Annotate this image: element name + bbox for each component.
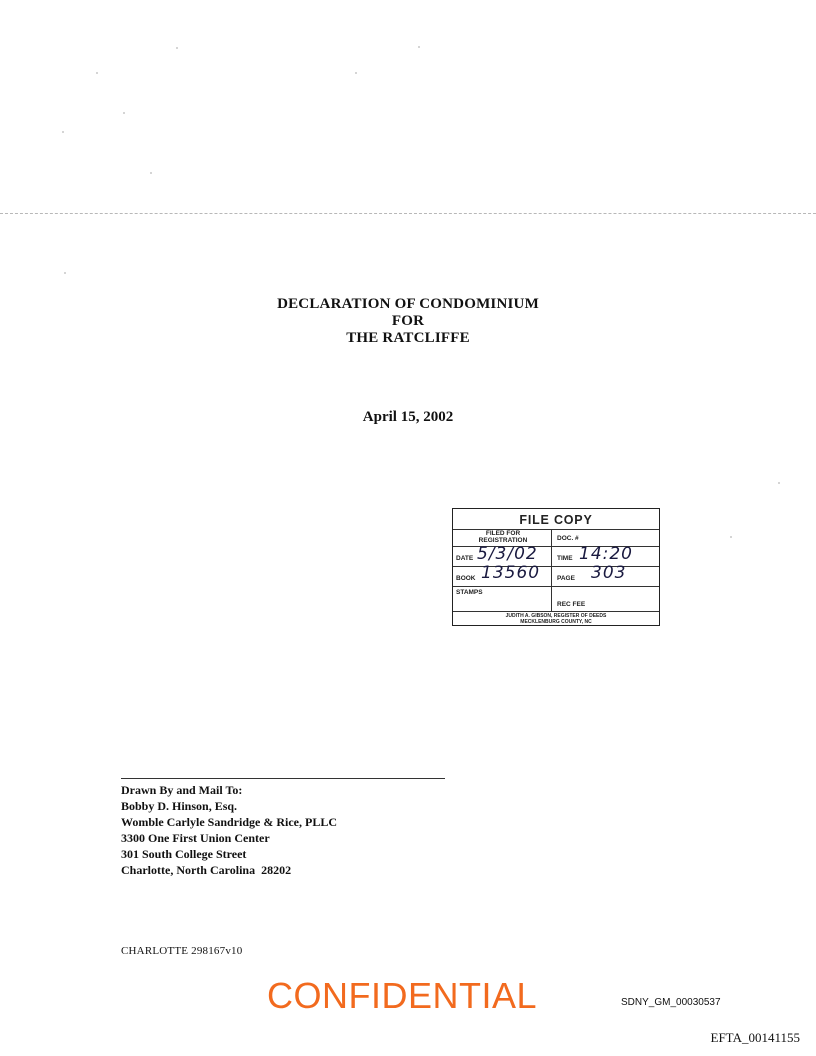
title-line-3: THE RATCLIFFE xyxy=(346,330,470,346)
stamp-header: FILE COPY xyxy=(519,513,593,527)
scan-speck xyxy=(62,131,64,133)
document-id: CHARLOTTE 298167v10 xyxy=(121,945,243,957)
stamp-footer-line-2: MECKLENBURG COUNTY, NC xyxy=(520,619,592,625)
title-line-1: DECLARATION OF CONDOMINIUM xyxy=(277,296,539,312)
stamp-stamps-label: STAMPS xyxy=(456,589,483,596)
scan-speck xyxy=(176,47,178,49)
efta-number: EFTA_00141155 xyxy=(710,1030,800,1045)
stamp-filed-label: FILED FOR REGISTRATION xyxy=(478,530,528,544)
scan-speck xyxy=(64,272,66,274)
stamp-footer xyxy=(453,613,659,625)
title-line-2: FOR xyxy=(391,313,425,329)
mail-to-line: 3300 One First Union Center xyxy=(121,831,270,845)
confidential-watermark: CONFIDENTIAL xyxy=(267,975,538,1016)
scan-speck xyxy=(123,112,125,114)
document-title xyxy=(0,296,816,347)
stamp-rec-fee-label: REC FEE xyxy=(557,601,586,608)
stamp-page-value: 303 xyxy=(591,563,627,583)
scan-speck xyxy=(730,536,732,538)
stamp-divider xyxy=(551,529,552,612)
mail-to-heading: Drawn By and Mail To: xyxy=(121,783,243,797)
stamp-book-value: 13560 xyxy=(481,563,541,583)
mail-to-rule xyxy=(121,778,445,779)
stamp-time-value: 14:20 xyxy=(579,544,633,564)
scan-speck xyxy=(150,172,152,174)
scan-speck xyxy=(96,72,98,74)
mail-to-line: 301 South College Street xyxy=(121,847,247,861)
file-copy-stamp xyxy=(452,508,660,626)
stamp-time-label: TIME xyxy=(557,555,573,562)
mail-to-line: Womble Carlyle Sandridge & Rice, PLLC xyxy=(121,815,337,829)
stamp-footer-line-1: JUDITH A. GIBSON, REGISTER OF DEEDS xyxy=(505,613,607,619)
stamp-divider xyxy=(453,611,659,612)
bates-number: SDNY_GM_00030537 xyxy=(621,997,721,1008)
mail-to-line: Charlotte, North Carolina 28202 xyxy=(121,863,292,877)
mail-to-line: Bobby D. Hinson, Esq. xyxy=(121,799,238,813)
scan-artifact-line xyxy=(0,213,816,214)
stamp-date-label: DATE xyxy=(456,555,474,562)
scan-speck xyxy=(778,482,780,484)
stamp-book-label: BOOK xyxy=(456,575,476,582)
stamp-doc-label: DOC. # xyxy=(557,535,579,542)
scan-speck xyxy=(355,72,357,74)
scan-speck xyxy=(418,46,420,48)
stamp-page-label: PAGE xyxy=(557,575,575,582)
stamp-divider xyxy=(453,586,659,587)
mail-to-block xyxy=(121,782,521,878)
document-date: April 15, 2002 xyxy=(362,409,454,425)
stamp-date-value: 5/3/02 xyxy=(477,544,538,564)
